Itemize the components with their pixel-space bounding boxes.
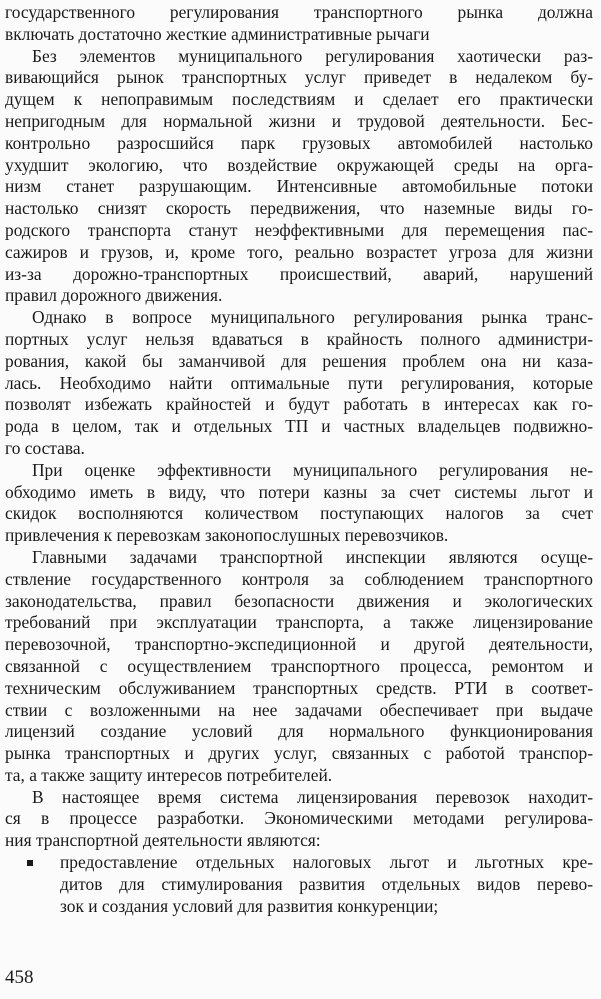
text-line: включать достаточно жесткие административные рычаги <box>5 23 430 44</box>
paragraph <box>5 460 593 547</box>
text-line: лась. Необходимо найти оптимальные пути регулирования, которые <box>5 372 593 393</box>
text-line: ния транспортной деятельности являются: <box>5 830 321 851</box>
page-number: 458 <box>5 967 34 988</box>
text-line: настолько снизят скорость передвижения, что наземные виды го- <box>5 198 593 219</box>
text-line: рода в целом, так и отдельных ТП и частных владельцев подвижно- <box>5 416 593 437</box>
text-line: родского транспорта станут неэффективными для перемещения пас- <box>5 219 593 240</box>
text-line: контрольно разросшийся парк грузовых автомобилей настолько <box>5 132 593 153</box>
text-line: В настоящее время система лицензирования перевозок находит- <box>32 786 593 807</box>
text-line: Без элементов муниципального регулирования хаотически раз- <box>32 45 593 66</box>
text-line: сажиров и грузов, и, кроме того, реально возрастет угроза для жизни <box>5 241 593 262</box>
text-line: вивающийся рынок транспортных услуг приведет в недалеком бу- <box>5 67 593 88</box>
paragraph <box>5 307 593 460</box>
text-line: та, а также защиту интересов потребителей. <box>5 764 333 785</box>
text-line: портных услуг нельзя вдаваться в крайность полного администри- <box>5 328 593 349</box>
text-line: рынка транспортных и других услуг, связанных с работой транспор- <box>5 743 593 764</box>
text-line: Главными задачами транспортной инспекции являются осуще- <box>32 546 593 567</box>
bullet-list-item <box>5 852 593 917</box>
text-line: рования, какой бы заманчивой для решения проблем она ни каза- <box>5 350 593 371</box>
text-line: При оценке эффективности муниципального регулирования не- <box>32 459 593 480</box>
text-line: ствии с возложенными на нее задачами обеспечивает при выдаче <box>5 699 593 720</box>
text-line: дитов для стимулирования развития отдельных видов перево- <box>60 873 593 894</box>
bullet-text: предоставление отдельных налоговых льгот и льготных кре- <box>60 852 593 873</box>
text-line: ствление государственного контроля за соблюдением транспортного <box>5 568 593 589</box>
paragraph <box>5 547 593 787</box>
text-line: непригодным для нормальной жизни и трудовой деятельности. Бес- <box>5 110 593 131</box>
text-line: го состава. <box>5 437 85 458</box>
bullet-square-icon <box>27 860 33 866</box>
text-line: государственного регулирования транспортного рынка должна <box>5 2 593 22</box>
text-line: перевозочной, транспортно-экспедиционной и другой деятельности, <box>5 634 593 655</box>
text-line: дущем к непоправимым последствиям и сделает его практически <box>5 89 593 110</box>
text-line: позволят избежать крайностей и будут работать в интересах как го- <box>5 394 593 415</box>
text-line: низм станет разрушающим. Интенсивные автомобильные потоки <box>5 176 593 197</box>
page-body-text <box>5 2 593 917</box>
paragraph <box>5 46 593 308</box>
text-line: обходимо иметь в виду, что потери казны за счет системы льгот и <box>5 481 593 502</box>
text-line: ся в процессе разработки. Экономическими методами регулирова- <box>5 808 593 829</box>
text-line: зок и создания условий для развития конкуренции; <box>60 895 439 916</box>
paragraph <box>5 787 593 852</box>
text-line <box>5 852 593 874</box>
text-line: техническим обслуживанием транспортных средств. РТИ в соответ- <box>5 677 593 698</box>
text-line: связанной с осуществлением транспортного процесса, ремонтом и <box>5 655 593 676</box>
text-line: скидок восполняются количеством поступающих налогов за счет <box>5 503 593 524</box>
text-line: лицензий создание условий для нормального функционирования <box>5 721 593 742</box>
text-line: правил дорожного движения. <box>5 285 223 306</box>
text-line: Однако в вопросе муниципального регулирования рынка транс- <box>32 307 593 328</box>
text-line: требований при эксплуатации транспорта, а также лицензирование <box>5 612 593 633</box>
text-line: ухудшит экологию, что воздействие окружающей среды на орга- <box>5 154 593 175</box>
text-line: из-за дорожно-транспортных происшествий, аварий, нарушений <box>5 263 593 284</box>
paragraph <box>5 2 593 46</box>
text-line: привлечения к перевозкам законопослушных перевозчиков. <box>5 525 449 546</box>
text-line: законодательства, правил безопасности движения и экологических <box>5 590 593 611</box>
